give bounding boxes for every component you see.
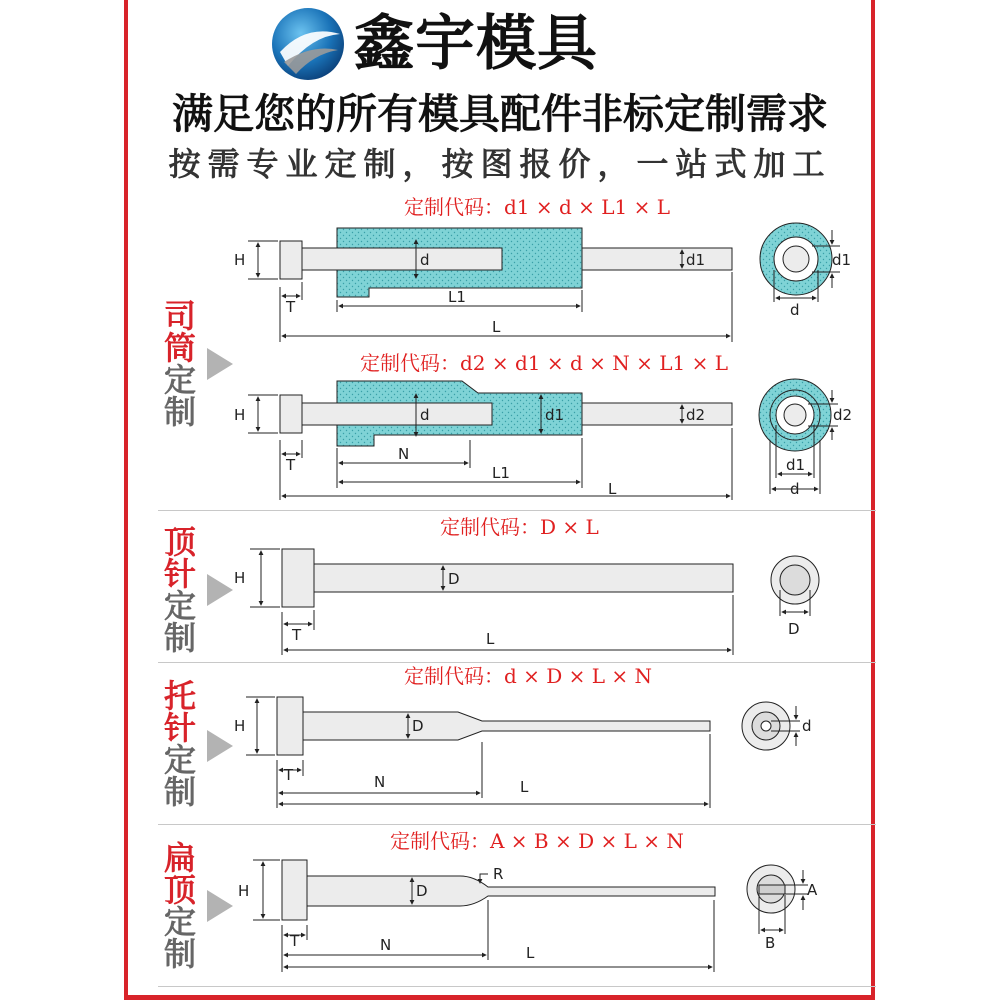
category-char: 司 xyxy=(163,297,196,335)
label-T: T xyxy=(284,766,294,784)
sleeve-code-1: 定制代码：d1 × d × L1 × L xyxy=(404,195,671,219)
label-L: L xyxy=(492,318,501,336)
support-pin-drawing xyxy=(246,697,710,808)
dimension-labels xyxy=(234,251,852,962)
brand-name: 鑫宇模具 xyxy=(354,9,598,79)
label-L: L xyxy=(486,630,495,648)
label-end-d: d xyxy=(802,717,812,735)
label-d: d xyxy=(420,406,430,424)
label-end-d1: d1 xyxy=(786,456,806,474)
label-L: L xyxy=(608,480,617,498)
label-L: L xyxy=(526,944,535,962)
category-char: 制 xyxy=(163,393,196,431)
pin-head xyxy=(282,549,314,607)
label-L: L xyxy=(520,778,529,796)
support-pin-code: 定制代码：d × D × L × N xyxy=(404,664,653,688)
sleeve-code-2: 定制代码：d2 × d1 × d × N × L1 × L xyxy=(360,351,729,375)
category-char: 筒 xyxy=(163,329,196,367)
category-char: 定 xyxy=(163,741,196,779)
subline: 按需专业定制，按图报价，一站式加工 xyxy=(168,145,832,183)
label-H: H xyxy=(234,251,246,269)
label-H: H xyxy=(234,406,246,424)
label-end-d: d xyxy=(790,480,800,498)
pin-head xyxy=(280,241,302,279)
category-char: 制 xyxy=(163,935,196,973)
label-end-A: A xyxy=(807,881,818,899)
sleeve-end-view-1 xyxy=(760,223,832,295)
label-D: D xyxy=(412,717,424,735)
label-N: N xyxy=(374,773,386,791)
category-char: 托 xyxy=(163,677,196,715)
category-char: 定 xyxy=(163,361,196,399)
label-H: H xyxy=(238,882,250,900)
label-H: H xyxy=(234,569,246,587)
support-pin-end-view xyxy=(742,702,790,750)
ejector-pin-end-view xyxy=(771,556,819,604)
ejector-pin-code: 定制代码：D × L xyxy=(440,515,599,539)
pin-shaft xyxy=(303,712,710,740)
label-d2: d2 xyxy=(686,406,706,424)
label-R: R xyxy=(493,865,504,883)
category-char: 顶 xyxy=(163,871,196,909)
label-end-B: B xyxy=(765,934,776,952)
pin-shaft xyxy=(307,876,715,906)
label-T: T xyxy=(286,298,296,316)
pin-head xyxy=(280,395,302,433)
label-d1: d1 xyxy=(686,251,706,269)
label-L1: L1 xyxy=(492,464,510,482)
pin-head xyxy=(282,860,307,920)
flat-ejector-end-view xyxy=(747,865,795,913)
label-end-d: d xyxy=(790,301,800,319)
label-T: T xyxy=(292,626,302,644)
pin-shaft xyxy=(314,564,733,592)
category-char: 扁 xyxy=(163,839,196,877)
category-char: 针 xyxy=(163,555,196,593)
label-end-D: D xyxy=(788,620,800,638)
label-N: N xyxy=(380,936,392,954)
sleeve-drawing-1 xyxy=(248,228,732,342)
category-char: 定 xyxy=(163,587,196,625)
label-d1: d1 xyxy=(545,406,565,424)
category-char: 针 xyxy=(163,709,196,747)
label-H: H xyxy=(234,717,246,735)
label-end-d1: d1 xyxy=(832,251,852,269)
label-T: T xyxy=(290,932,300,950)
label-T: T xyxy=(286,456,296,474)
label-end-d2: d2 xyxy=(833,406,853,424)
category-char: 制 xyxy=(163,773,196,811)
category-char: 定 xyxy=(163,903,196,941)
label-N: N xyxy=(398,445,410,463)
label-D: D xyxy=(448,570,460,588)
category-char: 顶 xyxy=(163,523,196,561)
label-L1: L1 xyxy=(448,288,466,306)
category-char: 制 xyxy=(163,619,196,657)
flat-ejector-code: 定制代码：A × B × D × L × N xyxy=(390,829,684,853)
label-d: d xyxy=(420,251,430,269)
pin-head xyxy=(277,697,303,755)
label-D: D xyxy=(416,882,428,900)
headline: 满足您的所有模具配件非标定制需求 xyxy=(172,90,828,138)
